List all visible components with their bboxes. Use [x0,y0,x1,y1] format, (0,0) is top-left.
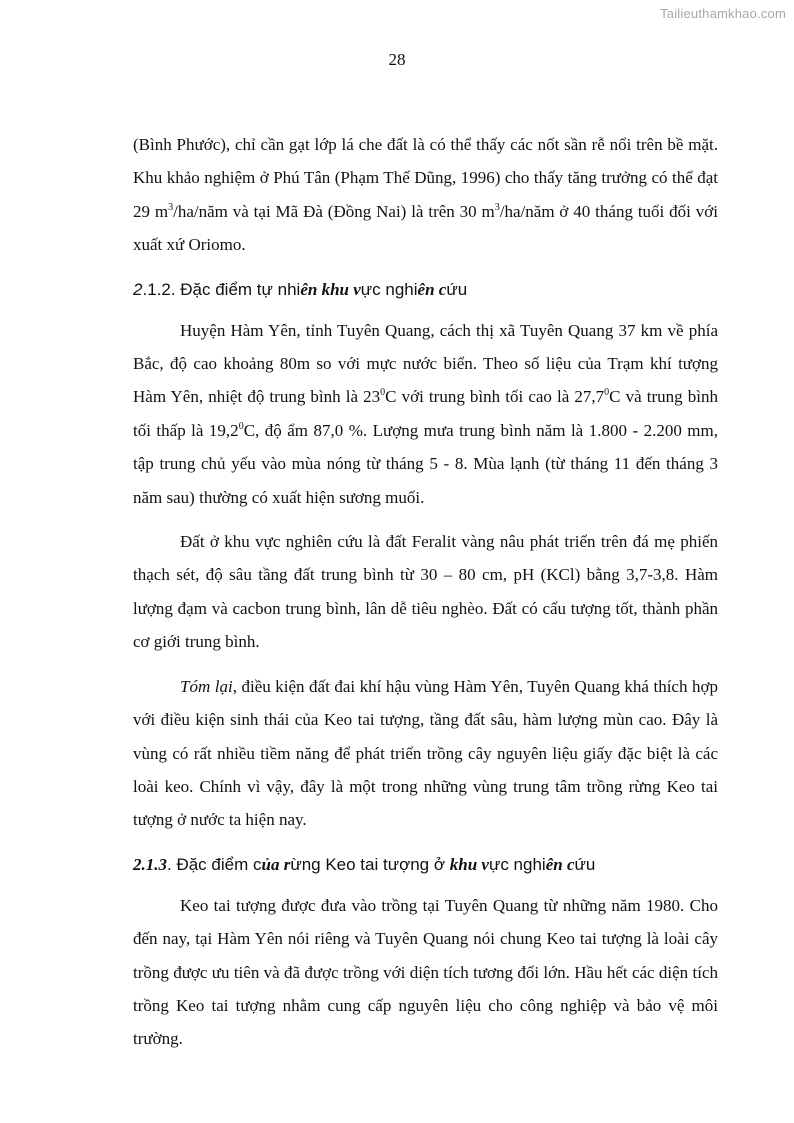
heading-run: ứu [574,854,596,874]
paragraph-4 [133,670,718,837]
superscript: 3 [494,201,500,213]
section-heading-2-1-2 [133,278,718,302]
heading-run: ủa r [261,854,291,874]
heading-run: ên c [417,279,447,299]
page-body [133,128,718,1056]
text-run: Huyện Hàm Yên, tỉnh Tuyên Quang, cách thị xã Tuyên Quang 37 km về phía Bắc, độ cao khoảng 80m so với mực nước biển. Theo số liệu của Trạm khí tượng Hàm Yên, nhiệt độ trung bình là 23 [133,320,718,407]
heading-run: ực nghi [360,279,418,299]
paragraph-5: Keo tai tượng được đưa vào trồng tại Tuyên Quang từ những năm 1980. Cho đến nay, tại Hàm Yên nói riêng và Tuyên Quang nói chung Keo tai tượng là loài cây trồng được ưu tiên và đã được trồng với diện tích tương đối lớn. Hầu hết các diện tích trồng Keo tai tượng nhằm cung cấp nguyên liệu cho công nghiệp và bảo vệ môi trường. [133,895,718,1049]
paragraph-2 [133,314,718,514]
text-run: /ha/năm ở 40 tháng tuổi đối với xuất xứ Oriomo. [133,201,718,255]
text-run: C và trung bình tối thấp là 19,2 [133,387,719,440]
text-run: (Bình Phước), chỉ cần gạt lớp lá che đất là có thể thấy các nốt sần rễ nổi trên bề mặt. Khu khảo nghiệm ở Phú Tân (Phạm Thế Dũng, 1996) cho thấy tăng trưởng có thể đạt 29 m [133,135,718,221]
heading-run: ên khu v [300,279,361,299]
heading-run: . Đặc điểm c [167,854,262,874]
paragraph-3: Đất ở khu vực nghiên cứu là đất Feralit vàng nâu phát triển trên đá mẹ phiến thạch sét, độ sâu tầng đất trung bình từ 30 – 80 cm, pH (KCl) bằng 3,7-3,8. Hàm lượng đạm và cacbon trung bình, lân dễ tiêu nghèo. Đất có cấu tượng tốt, thành phần cơ giới trung bình. [133,532,718,652]
paragraph-1 [133,128,718,262]
section-heading-2-1-3 [133,853,718,877]
heading-run: ứu [446,279,468,299]
heading-run: ên c [545,854,575,874]
superscript: 0 [380,387,386,399]
heading-run: .1.2. Đặc điểm tự nhi [142,279,301,299]
text-run: , điều kiện đất đai khí hậu vùng Hàm Yên, Tuyên Quang khá thích hợp với điều kiện sinh thái của Keo tai tượng, tầng đất sâu, hàm lượng mùn cao. Đây là vùng có rất nhiều tiềm năng để phát triển trồng cây nguyên liệu giấy đặc biệt là các loài keo. Chính vì vậy, đây là một trong những vùng trung tâm trồng rừng Keo tai tượng ở nước ta hiện nay. [133,676,718,830]
superscript: 0 [238,420,244,432]
superscript: 3 [168,201,174,213]
heading-run: 2 [133,279,143,299]
page-number: 28 [388,50,406,69]
heading-run: khu v [449,854,489,874]
superscript: 0 [604,387,610,399]
text-run: /ha/năm và tại Mã Đà (Đồng Nai) là trên 30 m [173,201,495,221]
text-run: C với trung bình tối cao là 27,7 [385,387,605,407]
text-run: C, độ ẩm 87,0 %. Lượng mưa trung bình năm là 1.800 - 2.200 mm, tập trung chủ yếu vào mùa nóng từ tháng 5 - 8. Mùa lạnh (từ tháng 11 đến tháng 3 năm sau) thường có xuất hiện sương muối. [133,420,719,507]
heading-run: 2.1.3 [133,854,167,874]
italic-lead: Tóm lại [180,676,233,696]
heading-run: ừng Keo tai tượng ở [290,854,450,874]
watermark: Tailieuthamkhao.com [660,6,786,21]
heading-run: ực nghi [488,854,546,874]
